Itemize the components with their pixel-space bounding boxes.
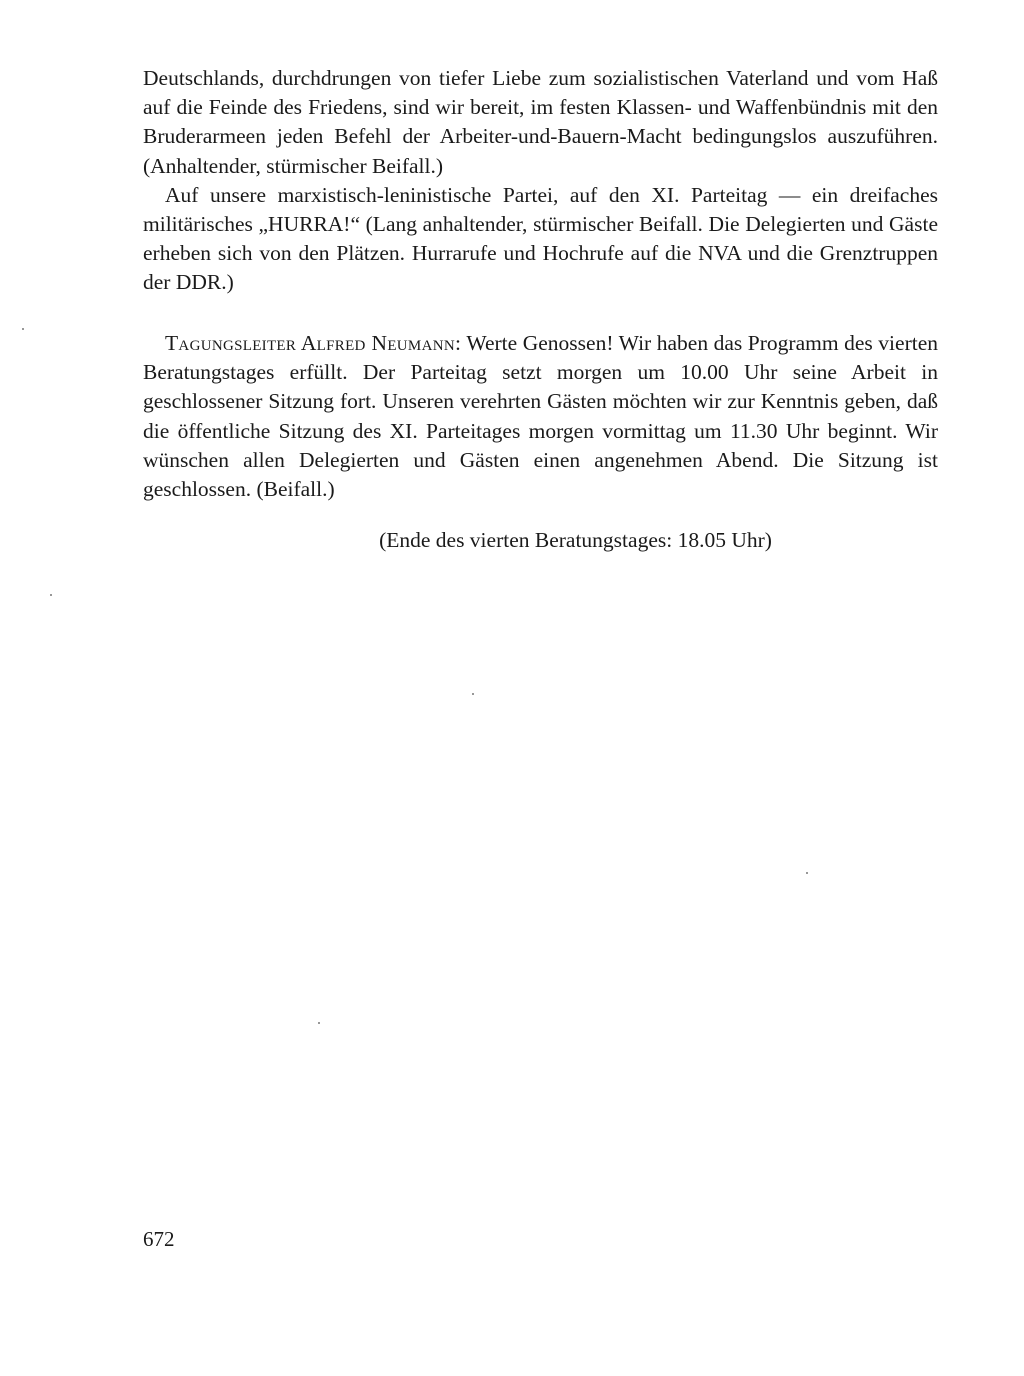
chair-statement: [143, 329, 938, 504]
speaker-name: Tagungsleiter Alfred Neumann:: [165, 331, 462, 355]
scan-speck: [22, 328, 24, 330]
statement-text: Werte Genossen! Wir haben das Programm des vierten Beratungstages erfüllt. Der Parteitag setzt morgen um 10.00 Uhr seine Arbeit in geschlossener Sitzung fort. Unseren verehrten Gästen möchten wir zur Kenntnis geben, daß die öffentliche Sitzung des XI. Parteitages morgen vormittag um 11.30 Uhr beginnt. Wir wünschen allen Delegierten und Gästen einen angenehmen Abend. Die Sitzung ist geschlossen. (Beifall.): [143, 331, 938, 502]
scan-speck: [472, 693, 474, 695]
scan-speck: [50, 594, 52, 596]
scan-speck: [318, 1022, 320, 1024]
page-number: 672: [143, 1227, 175, 1251]
speech-continuation: [143, 64, 938, 298]
session-end-note: [143, 526, 938, 555]
session-end-text: (Ende des vierten Beratungstages: 18.05 Uhr): [379, 528, 772, 552]
paragraph-hurra: Auf unsere marxistisch-leninistische Partei, auf den XI. Parteitag — ein dreifaches militärisches „HURRA!“ (Lang anhaltender, stürmischer Beifall. Die Delegierten und Gäste erheben sich von den Plätzen. Hurrarufe und Hochrufe auf die NVA und die Grenztruppen der DDR.): [143, 182, 938, 295]
paragraph-speech-end: Deutschlands, durchdrungen von tiefer Liebe zum sozialistischen Vaterland und vom Haß auf die Feinde des Friedens, sind wir bereit, im festen Klassen- und Waffenbündnis mit den Bruderarmeen jeden Befehl der Arbeiter-und-Bauern-Macht bedingungslos auszuführen. (Anhaltender, stürmischer Beifall.): [143, 66, 938, 178]
paragraph-closing-remarks: [143, 329, 938, 504]
scan-speck: [806, 872, 808, 874]
